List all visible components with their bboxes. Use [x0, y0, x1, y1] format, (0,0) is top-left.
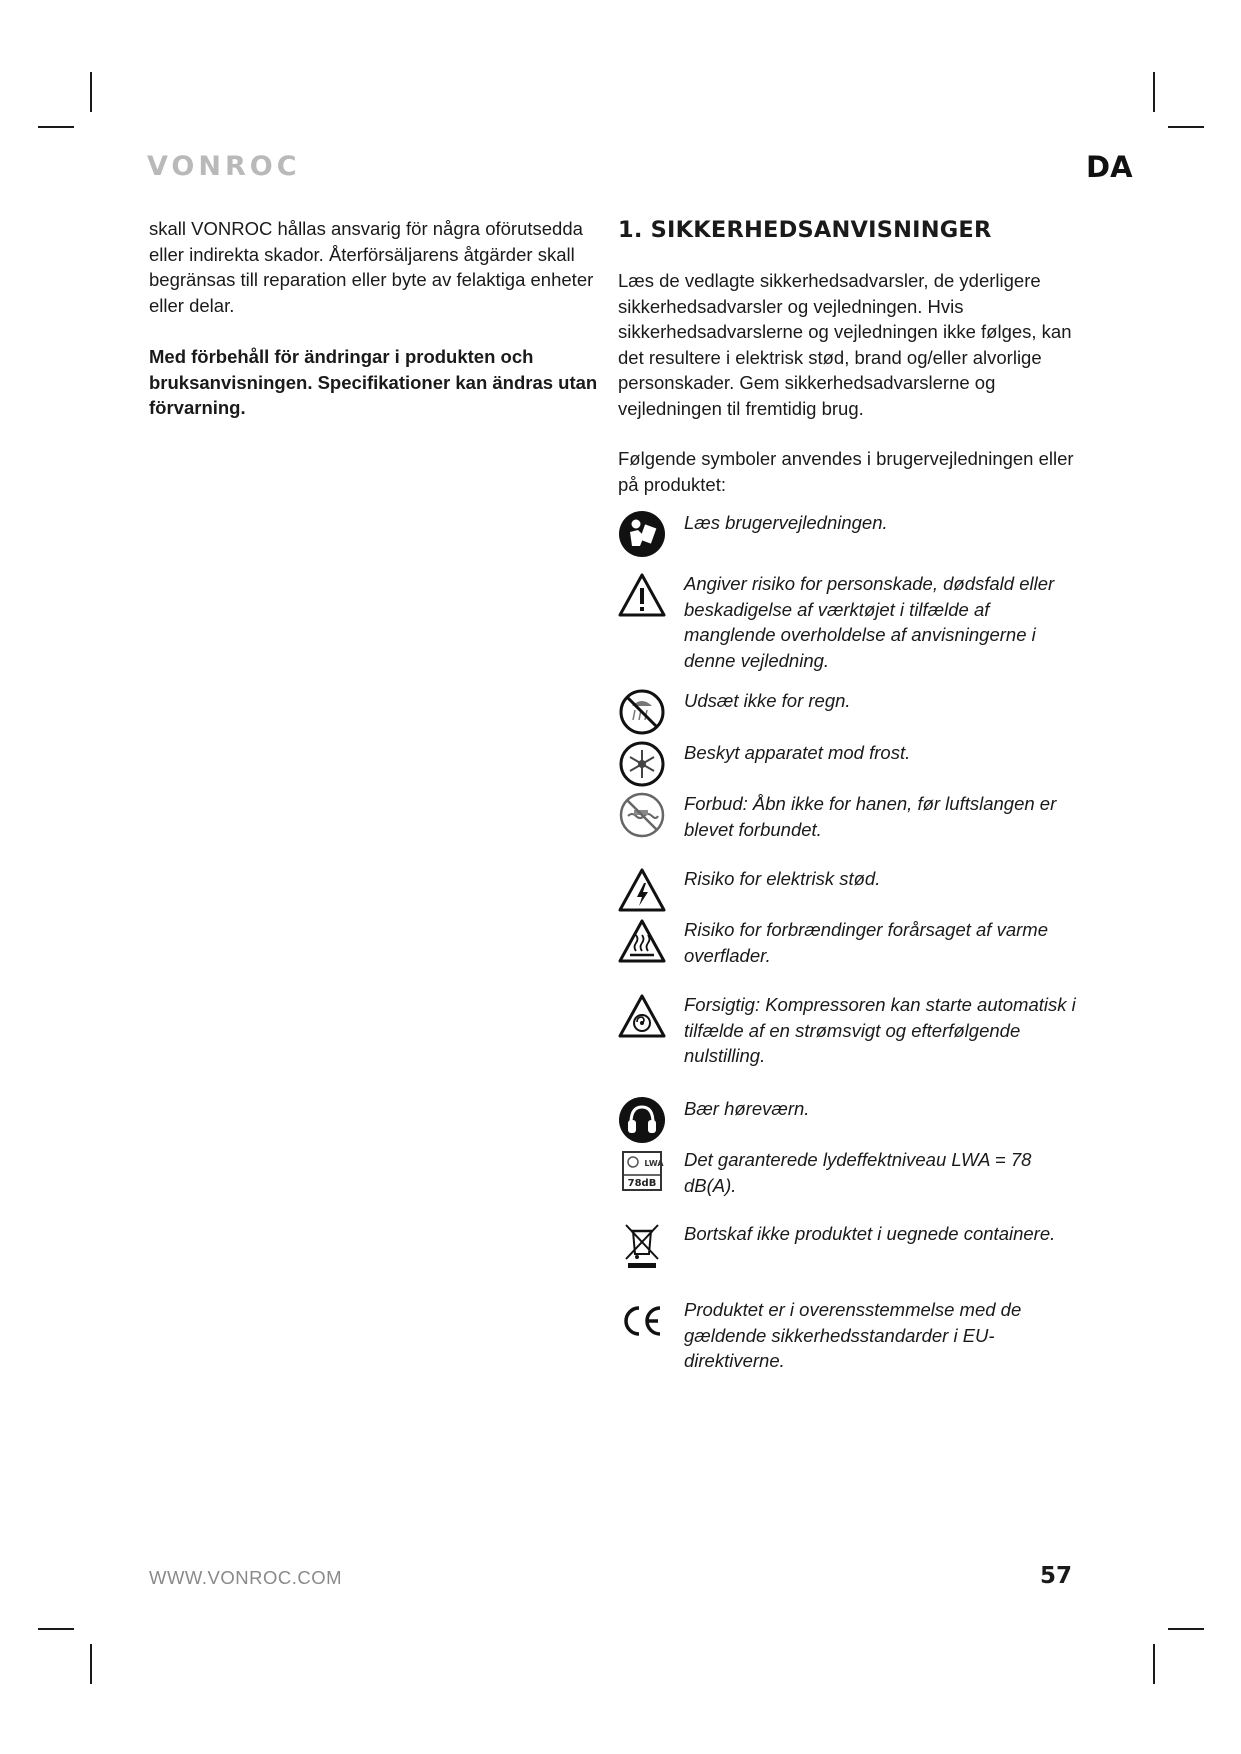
symbol-text: Bær høreværn.	[684, 1098, 810, 1119]
disclaimer-paragraph: Med förbehåll för ändringar i produkten och bruksanvisningen. Specifikationer kan ändras utan förvarning.	[149, 346, 598, 418]
symbol-text: Forsigtig: Kompressoren kan starte automatisk i tilfælde af en strømsvigt og efterfølgende nulstilling.	[684, 994, 1076, 1066]
symbol-text: Forbud: Åbn ikke for hanen, før luftslangen er blevet forbundet.	[684, 793, 1057, 840]
auto-start-icon	[618, 992, 666, 1040]
crop-mark	[1168, 126, 1204, 128]
symbol-text: Produktet er i overensstemmelse med de gældende sikkerhedsstandarder i EU-direktiverne.	[684, 1299, 1022, 1371]
read-manual-icon	[618, 510, 666, 558]
brand-logo: VONROC	[147, 151, 301, 182]
left-column	[149, 216, 603, 447]
symbols-intro-paragraph: Følgende symboler anvendes i brugervejledningen eller på produktet:	[618, 448, 1074, 495]
electric-shock-icon	[618, 866, 666, 914]
crop-mark	[38, 126, 74, 128]
liability-paragraph: skall VONROC hållas ansvarig för några oförutsedda eller indirekta skador. Återförsäljarens åtgärder skall begränsas till reparation eller byte av felaktiga enheter eller delar.	[149, 218, 594, 316]
symbol-text: Bortskaf ikke produktet i uegnede containere.	[684, 1223, 1056, 1244]
symbol-text: Læs brugervejledningen.	[684, 512, 888, 533]
symbol-text: Angiver risiko for personskade, dødsfald eller beskadigelse af værktøjet i tilfælde af manglende overholdelse af anvisningerne i denne vejledning.	[684, 573, 1055, 671]
sound-level-value: 78dB	[627, 1178, 657, 1189]
symbol-text: Det garanterede lydeffektniveau LWA = 78 dB(A).	[684, 1149, 1032, 1196]
crop-mark	[38, 1628, 74, 1630]
sound-level-label: LWA	[644, 1159, 664, 1168]
ce-mark-icon	[618, 1297, 666, 1345]
no-open-tap-icon	[618, 791, 666, 839]
crop-mark	[90, 1644, 92, 1684]
intro-paragraph: Læs de vedlagte sikkerhedsadvarsler, de yderligere sikkerhedsadvarsler og vejledningen. Hvis sikkerhedsadvarslerne og vejledningen ikke følges, kan det resultere i elektrisk stød, brand og/eller alvorlige personskader. Gem sikkerhedsadvarslerne og vejledningen til fremtidig brug.	[618, 270, 1072, 419]
page-number: 57	[1040, 1563, 1073, 1589]
crop-mark	[90, 72, 92, 112]
crop-mark	[1153, 1644, 1155, 1684]
symbol-text: Beskyt apparatet mod frost.	[684, 742, 911, 763]
symbol-text: Risiko for forbrændinger forårsaget af varme overflader.	[684, 919, 1048, 966]
right-column	[618, 216, 1078, 522]
weee-bin-icon	[618, 1221, 666, 1269]
crop-mark	[1168, 1628, 1204, 1630]
hot-surface-icon	[618, 917, 666, 965]
frost-icon	[618, 740, 666, 788]
sound-level-icon	[618, 1147, 666, 1195]
ear-protection-icon	[618, 1096, 666, 1144]
symbol-text: Udsæt ikke for regn.	[684, 690, 851, 711]
no-rain-icon	[618, 688, 666, 736]
warning-icon	[618, 571, 666, 619]
section-heading: 1. SIKKERHEDSANVISNINGER	[618, 217, 992, 243]
language-code: DA	[1086, 150, 1133, 184]
crop-mark	[1153, 72, 1155, 112]
footer-url: WWW.VONROC.COM	[149, 1567, 343, 1588]
symbol-text: Risiko for elektrisk stød.	[684, 868, 881, 889]
